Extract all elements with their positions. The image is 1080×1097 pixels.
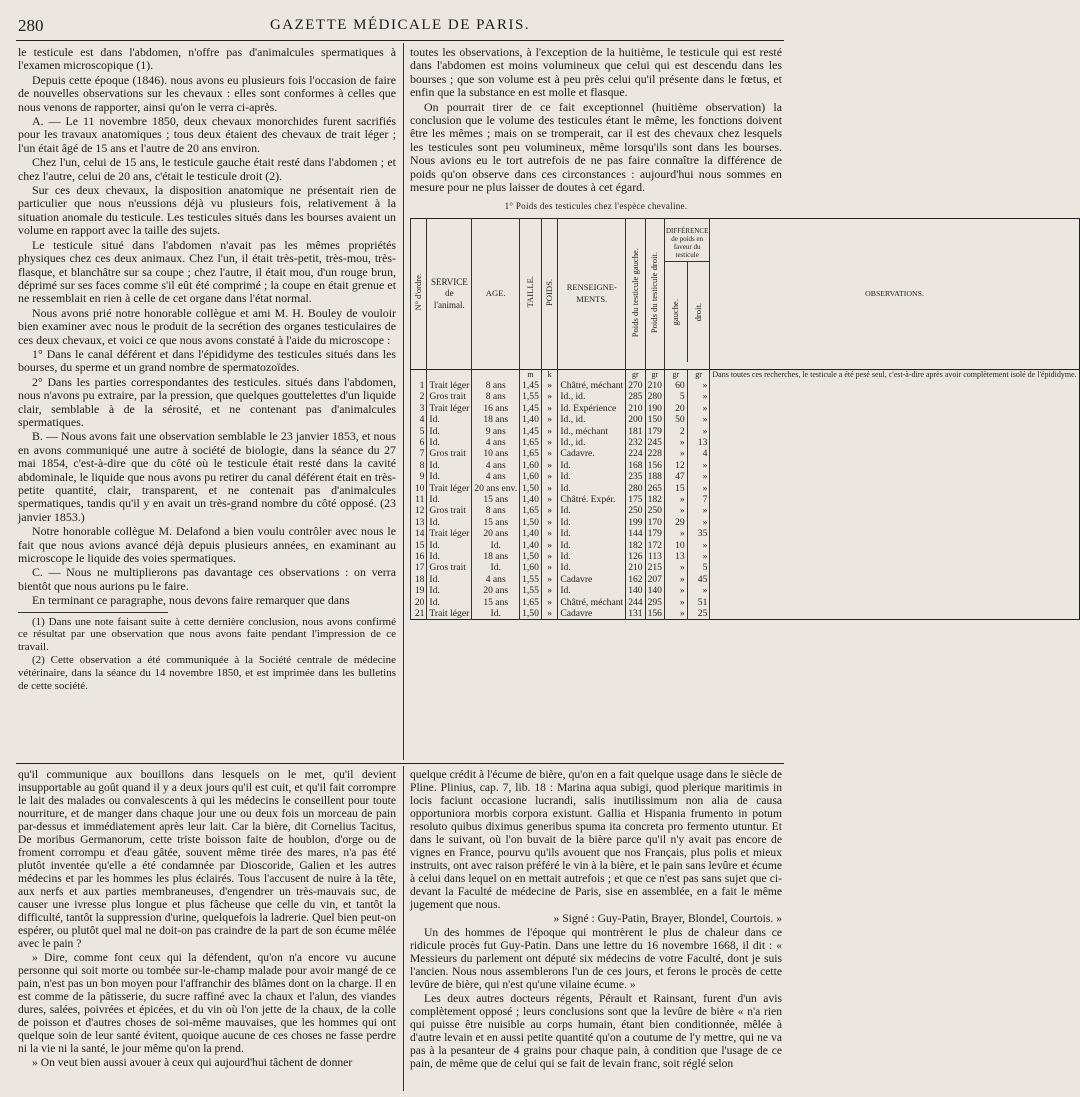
col-header-poids: POIDS. [543, 278, 554, 306]
cell-num: 21 [411, 608, 427, 620]
cell-droit: 228 [645, 448, 664, 459]
cell-renseignements: Châtré, méchant [558, 380, 626, 391]
unit-diff-gauche: gr [664, 369, 687, 380]
cell-num: 2 [411, 391, 427, 402]
paragraph: Sur ces deux chevaux, la disposition anatomique ne présentait rien de particulier que nous n'eussions déjà vu plusieurs fois, relativement à la situation anomale du testicule. Les testicules situés dans les bourses avaient un volume en rapport avec la taille des sujets. [18, 183, 396, 238]
header-rule [16, 40, 784, 41]
cell-service: Trait léger [427, 483, 472, 494]
unit-diff-droit: gr [687, 369, 710, 380]
col-header-observations: OBSERVATIONS. [710, 218, 1079, 369]
cell-diff-gauche: 50 [664, 414, 687, 425]
cell-service: Id. [427, 517, 472, 528]
cell-poids: » [541, 460, 557, 471]
paragraph: A. — Le 11 novembre 1850, deux chevaux monorchides furent sacrifiés pour les travaux anatomiques ; tous deux étaient des chevaux de trait léger ; l'un était âgé de 15 ans et l'autre de 20 ans environ. [18, 114, 396, 155]
cell-droit: 172 [645, 540, 664, 551]
paragraph: On pourrait tirer de ce fait exceptionnel (huitième observation) la conclusion que le volume des testicules étant le même, les fonctions doivent être les mêmes ; mais on se tromperait, car il est des chevaux chez lesquels les testicules sont peu volumineux, même lorsqu'ils sont dans les bourses. Nous avions eu le tort autrefois de ne pas faire connaître la différence de poids qu'on observe dans ces circonstances : aujourd'hui nous sommes en mesure pour ne plus laisser de doutes à cet égard. [410, 99, 782, 195]
cell-diff-gauche: » [664, 562, 687, 573]
cell-gauche: 235 [626, 471, 645, 482]
cell-num: 7 [411, 448, 427, 459]
cell-service: Id. [427, 551, 472, 562]
cell-age: 20 ans env. [472, 483, 520, 494]
unit-gauche: gr [626, 369, 645, 380]
cell-num: 14 [411, 528, 427, 539]
cell-age: 18 ans [472, 551, 520, 562]
cell-service: Gros trait [427, 448, 472, 459]
bottom-left-column [18, 768, 396, 1070]
paragraph: Chez l'un, celui de 15 ans, le testicule gauche était resté dans l'abdomen ; et chez l'autre, celui de 20 ans, c'était le testicule droit (2). [18, 155, 396, 183]
cell-renseignements: Cadavre. [558, 448, 626, 459]
cell-gauche: 162 [626, 574, 645, 585]
unit-droit: gr [645, 369, 664, 380]
cell-gauche: 250 [626, 505, 645, 516]
cell-diff-droit: 13 [687, 437, 710, 448]
col-header-gauche: Poids du testicule gauche. [629, 247, 640, 337]
cell-gauche: 131 [626, 608, 645, 620]
cell-service: Id. [427, 460, 472, 471]
paragraph: En terminant ce paragraphe, nous devons faire remarquer que dans [32, 593, 350, 608]
cell-diff-gauche: 5 [664, 391, 687, 402]
cell-droit: 113 [645, 551, 664, 562]
cell-gauche: 175 [626, 494, 645, 505]
cell-num: 3 [411, 403, 427, 414]
cell-droit: 182 [645, 494, 664, 505]
col-header-service: SERVICE de l'animal. [427, 218, 472, 369]
column-separator-bottom [403, 766, 404, 1091]
cell-poids: » [541, 494, 557, 505]
cell-taille: 1,45 [520, 403, 542, 414]
cell-diff-gauche: 47 [664, 471, 687, 482]
cell-poids: » [541, 448, 557, 459]
cell-diff-gauche: » [664, 528, 687, 539]
cell-diff-gauche: » [664, 574, 687, 585]
cell-diff-droit: » [687, 380, 710, 391]
paragraph: Notre honorable collègue M. Delafond a bien voulu contrôler avec nous le fait que nous avions avancé déjà depuis plusieurs années, en examinant au microscope le liquide des voies spermatiques. [18, 524, 396, 566]
cell-renseignements: Id. [558, 562, 626, 573]
cell-poids: » [541, 414, 557, 425]
cell-poids: » [541, 505, 557, 516]
cell-age: Id. [472, 608, 520, 620]
cell-poids: » [541, 403, 557, 414]
table-header-row [411, 218, 1080, 369]
cell-renseignements: Châtré. Expér. [558, 494, 626, 505]
footnote: (2) Cette observation a été communiquée à la Société centrale de médecine vétérinaire, dans la séance du 14 novembre 1850, et est imprimée dans les bulletins de cette société. [18, 654, 396, 692]
paragraph: Nous avons prié notre honorable collègue et ami M. H. Bouley de vouloir bien examiner avec nous le produit de la secrétion des organes testiculaires de ces deux chevaux, et voici ce que nous avons constaté à l'aide du microscope : [18, 305, 396, 347]
cell-diff-droit: 7 [687, 494, 710, 505]
cell-renseignements: Id. Expérience [558, 403, 626, 414]
cell-poids: » [541, 574, 557, 585]
cell-diff-droit: » [687, 391, 710, 402]
cell-gauche: 224 [626, 448, 645, 459]
cell-diff-droit: 35 [687, 528, 710, 539]
cell-service: Trait léger [427, 608, 472, 620]
cell-droit: 250 [645, 505, 664, 516]
cell-taille: 1,65 [520, 505, 542, 516]
col-header-diff-droit: droit. [692, 303, 703, 322]
cell-age: 8 ans [472, 505, 520, 516]
cell-service: Trait léger [427, 528, 472, 539]
cell-diff-droit: 45 [687, 574, 710, 585]
page-number: 280 [18, 16, 44, 35]
bottom-right-column [410, 768, 782, 1071]
cell-droit: 156 [645, 608, 664, 620]
cell-diff-droit: » [687, 403, 710, 414]
cell-service: Id. [427, 437, 472, 448]
left-column [18, 46, 396, 693]
cell-poids: » [541, 585, 557, 596]
cell-num: 5 [411, 426, 427, 437]
paragraph: Les deux autres docteurs régents, Pérault et Rainsant, furent d'un avis complètement opposé ; leurs conclusions sont que la levûre de bière « n'a rien qui puisse être nuisible au corps humain, étant bien conditionnée, mêlée à d'autre levain et en aussi petite quantité qu'on a coutume de l'y mettre, qui ne va pas à la pesanteur de 4 grains pour chaque pain, à condition que l'usage de ce pain, de même que de celui qui se fait de levain franc, soit réglé selon [410, 992, 782, 1070]
cell-service: Id. [427, 426, 472, 437]
cell-taille: 1,65 [520, 597, 542, 608]
cell-droit: 190 [645, 403, 664, 414]
page-header [16, 16, 784, 38]
table-title: 1° Poids des testicules chez l'espèce chevaline. [504, 201, 688, 212]
cell-diff-droit: » [687, 585, 710, 596]
cell-age: 18 ans [472, 414, 520, 425]
cell-diff-droit: 25 [687, 608, 710, 620]
cell-diff-gauche: » [664, 448, 687, 459]
cell-taille: 1,60 [520, 562, 542, 573]
cell-num: 9 [411, 471, 427, 482]
paragraph: qu'il communique aux bouillons dans lesquels on le met, qu'il devient insupportable au goût quand il y a deux jours qu'il est cuit, et qu'il fait corrompre le lait des malades ou convalescents à qui les médecins le conseillent pour toute nourriture, et de manger dans chaque jour une ou deux fois un morceau de pain par-dessus et immédiatement après leur lait. Car la bière, dit Cornelius Tacitus, De moribus Germanorum, cette triste boisson faite de houblon, d'orge ou de froment corrompu et d'eau gâtée, souvent même tirée des mares, n'a pas été plutôt inventée qu'elle a été condamnée par Dioscoride, Galien et les autres médecins et par les hommes les plus éclairés. Tous l'accusent de nuire à la tête, aux nerfs et aux parties membraneuses, d'engendrer un très-mauvais suc, de causer une ivresse plus longue et plus fâcheuse que celle du vin, et tantôt la difficulté, tantôt la suppression d'urine, quelquefois la ladrerie. Quel bien peut-on espérer, ou plutôt quel mal ne doit-on pas craindre de la part de son écume mêlée avec le pain ? [18, 768, 396, 950]
cell-gauche: 200 [626, 414, 645, 425]
cell-num: 20 [411, 597, 427, 608]
cell-droit: 156 [645, 460, 664, 471]
cell-taille: 1,65 [520, 437, 542, 448]
cell-num: 10 [411, 483, 427, 494]
cell-diff-droit: » [687, 551, 710, 562]
cell-gauche: 232 [626, 437, 645, 448]
cell-diff-gauche: » [664, 437, 687, 448]
cell-age: 4 ans [472, 437, 520, 448]
cell-poids: » [541, 471, 557, 482]
cell-renseignements: Id., méchant [558, 426, 626, 437]
cell-droit: 179 [645, 528, 664, 539]
cell-age: 9 ans [472, 426, 520, 437]
paragraph: » On veut bien aussi avouer à ceux qui aujourd'hui tâchent de donner [32, 1056, 353, 1069]
cell-age: Id. [472, 562, 520, 573]
cell-age: 4 ans [472, 460, 520, 471]
cell-service: Id. [427, 540, 472, 551]
cell-droit: 170 [645, 517, 664, 528]
paragraph: B. — Nous avons fait une observation semblable le 23 janvier 1853, et nous en avons communiqué une autre à société de biologie, dans la séance du 27 mai 1854, c'est-à-dire que du côté où le testicule était resté dans la cavité abdominale, le liquide que nous avons pu retirer du canal déférent était en très-petite quantité, clair, transparent, et ne contenait pas d'animalcules spermatiques, tandis qu'il y en avait un très-grand nombre du côté opposé. (23 janvier 1853.) [18, 429, 396, 524]
cell-service: Gros trait [427, 562, 472, 573]
cell-renseignements: Châtré, méchant [558, 597, 626, 608]
cell-diff-gauche: » [664, 597, 687, 608]
cell-droit: 140 [645, 585, 664, 596]
cell-renseignements: Id. [558, 517, 626, 528]
cell-poids: » [541, 517, 557, 528]
units-row [411, 369, 1080, 380]
cell-service: Id. [427, 471, 472, 482]
cell-service: Trait léger [427, 380, 472, 391]
cell-num: 11 [411, 494, 427, 505]
page-title: GAZETTE MÉDICALE DE PARIS. [269, 17, 531, 33]
cell-service: Trait léger [427, 403, 472, 414]
cell-num: 8 [411, 460, 427, 471]
cell-age: 15 ans [472, 597, 520, 608]
cell-droit: 215 [645, 562, 664, 573]
cell-droit: 210 [645, 380, 664, 391]
cell-droit: 245 [645, 437, 664, 448]
paragraph: toutes les observations, à l'exception de la huitième, le testicule qui est resté dans l'abdomen est moins volumineux que celui qui est descendu dans les bourses ; que son volume est à peu près celui qu'il présente dans le fœtus, et enfin que la substance en est molle et flasque. [410, 45, 782, 100]
cell-taille: 1,60 [520, 460, 542, 471]
testicle-weight-table [410, 218, 1080, 621]
cell-age: 10 ans [472, 448, 520, 459]
cell-num: 19 [411, 585, 427, 596]
cell-age: 20 ans [472, 528, 520, 539]
cell-diff-gauche: 2 [664, 426, 687, 437]
cell-taille: 1,40 [520, 528, 542, 539]
cell-diff-gauche: 13 [664, 551, 687, 562]
cell-service: Id. [427, 574, 472, 585]
cell-diff-gauche: 12 [664, 460, 687, 471]
cell-poids: » [541, 380, 557, 391]
cell-renseignements: Cadavre [558, 574, 626, 585]
cell-renseignements: Id., id. [558, 437, 626, 448]
cell-diff-droit: » [687, 460, 710, 471]
cell-poids: » [541, 608, 557, 620]
cell-taille: 1,50 [520, 483, 542, 494]
cell-diff-droit: » [687, 426, 710, 437]
cell-num: 17 [411, 562, 427, 573]
cell-taille: 1,55 [520, 585, 542, 596]
cell-taille: 1,50 [520, 551, 542, 562]
col-header-renseignements: RENSEIGNE-MENTS. [558, 218, 626, 369]
cell-diff-droit: 4 [687, 448, 710, 459]
cell-diff-droit: 5 [687, 562, 710, 573]
cell-renseignements: Cadavre [558, 608, 626, 620]
cell-service: Gros trait [427, 391, 472, 402]
cell-gauche: 140 [626, 585, 645, 596]
cell-age: 15 ans [472, 494, 520, 505]
cell-diff-droit: » [687, 517, 710, 528]
cell-age: 4 ans [472, 471, 520, 482]
cell-age: 8 ans [472, 391, 520, 402]
cell-num: 6 [411, 437, 427, 448]
cell-taille: 1,40 [520, 414, 542, 425]
paragraph: Le testicule situé dans l'abdomen n'avait pas les mêmes propriétés physiques chez ces deux animaux. Chez l'un, il était très-petit, très-mou, très-flasque, et blanchâtre sur sa coupe ; chez l'autre, il était mou, d'un rouge brun, déprimé sur ses faces comme s'il eût été comprimé ; la coupe en était grenue et ne ressemblait en rien à celle de cet organe dans l'état normal. [18, 237, 396, 306]
paragraph: Un des hommes de l'époque qui montrèrent le plus de chaleur dans ce ridicule procès fut Guy-Patin. Dans une lettre du 16 novembre 1668, il dit : « Messieurs du parlement ont député six médecins de votre Faculté, dont je suis l'ancien. Nous nous assemblerons l'un de ces jours, et ferons le procès de cette levûre de bière, qui n'est qu'une vilaine écume. » [410, 926, 782, 991]
cell-taille: 1,40 [520, 494, 542, 505]
col-header-taille: TAILLE. [524, 276, 535, 308]
cell-gauche: 126 [626, 551, 645, 562]
cell-taille: 1,40 [520, 540, 542, 551]
cell-age: 4 ans [472, 574, 520, 585]
paragraph: » Dire, comme font ceux qui la défendent, qu'on n'a encore vu aucune personne qui soit morte ou tombée sur-le-champ malade pour avoir mangé de ce pain, n'est pas un bon moyen pour l'affranchir des blâmes dont on la charge. Il en est comme de la pâtisserie, du sucre raffiné avec la chaux et l'alun, des viandes dures, salées, poivrées et épicées, et du vin où l'on jette de la chaux, de la colle de poisson et d'autres choses de soi-même mauvaises, que les hommes qui ont quelque soin de leur santé évitent, quoique aucune de ces choses ne fasse perdre ni la vie ni la santé, le jour même qu'on la prend. [18, 951, 396, 1055]
cell-droit: 188 [645, 471, 664, 482]
paragraph: Depuis cette époque (1846). nous avons eu plusieurs fois l'occasion de faire de nouvelles observations sur les chevaux : elles sont conformes à celles que nous venons de rapporter, ainsi qu'on le verra ci-après. [18, 72, 396, 114]
cell-diff-gauche: 10 [664, 540, 687, 551]
cell-droit: 295 [645, 597, 664, 608]
cell-num: 4 [411, 414, 427, 425]
cell-taille: 1,50 [520, 608, 542, 620]
col-header-droit: Poids du testicule droit. [649, 251, 660, 333]
cell-poids: » [541, 426, 557, 437]
cell-num: 13 [411, 517, 427, 528]
cell-gauche: 181 [626, 426, 645, 437]
observations-note: Dans toutes ces recherches, le testicule a été pesé seul, c'est-à-dire après avoir complètement isolé de l'épididyme. [710, 369, 1079, 620]
cell-gauche: 210 [626, 403, 645, 414]
footnote-rule [18, 612, 168, 613]
cell-diff-gauche: » [664, 494, 687, 505]
cell-num: 12 [411, 505, 427, 516]
cell-age: 15 ans [472, 517, 520, 528]
cell-gauche: 168 [626, 460, 645, 471]
cell-diff-gauche: 20 [664, 403, 687, 414]
cell-taille: 1,55 [520, 391, 542, 402]
cell-taille: 1,55 [520, 574, 542, 585]
col-header-num: N° d'ordre. [413, 273, 423, 311]
cell-renseignements: Id., id. [558, 414, 626, 425]
cell-poids: » [541, 551, 557, 562]
cell-poids: » [541, 528, 557, 539]
cell-service: Id. [427, 585, 472, 596]
cell-poids: » [541, 391, 557, 402]
paragraph: 2° Dans les parties correspondantes des testicules. situés dans l'abdomen, nous n'avons pu extraire, par la pression, que quelques gouttelettes d'un liquide clair, semblable à de la sérosité, et ne contenant pas d'animalcules spermatiques. [18, 374, 396, 429]
cell-gauche: 199 [626, 517, 645, 528]
signature-line: » Signé : Guy-Patin, Brayer, Blondel, Courtois. » [553, 912, 782, 925]
cell-gauche: 144 [626, 528, 645, 539]
unit-poids: k [541, 369, 557, 380]
cell-taille: 1,45 [520, 380, 542, 391]
paragraph: 1° Dans le canal déférent et dans l'épididyme des testicules situés dans les bourses, du sperme et un grand nombre de spermatozoïdes. [18, 346, 396, 375]
right-column [410, 45, 1077, 620]
cell-renseignements: Id. [558, 585, 626, 596]
cell-diff-droit: » [687, 483, 710, 494]
cell-diff-droit: 51 [687, 597, 710, 608]
cell-gauche: 182 [626, 540, 645, 551]
paragraph: quelque crédit à l'écume de bière, qu'on en a fait quelque usage dans le siècle de Pline. Plinius, cap. 7, lib. 18 : Marina aqua subigi, quod plerique maritimis in locis faciunt occasione lucrandi, salis inutilissimum non alia de causa opportuniora morbis corpora existunt. Gallia et Hispania frumento in potum resoluto quibus diximus generibus spuma ita concreta pro fermento utuntur. Et dans le suivant, où l'on buvait de la bière parce qu'il n'y avait pas encore de vignes en France, pourvu qu'ils avouent que nos Français, plus polis et mieux instruits, ont avec raison préféré le vin à la bière, et le pain sans levûre et écume à celui dans lequel on en mettait autrefois ; et que ce n'est pas sans sujet que ci-devant la Faculté de médecine de Paris, sise en assemblée, en a fait le même jugement que nous. [410, 768, 782, 911]
cell-droit: 265 [645, 483, 664, 494]
cell-diff-gauche: 60 [664, 380, 687, 391]
cell-num: 18 [411, 574, 427, 585]
section-rule [16, 763, 784, 764]
cell-renseignements: Id. [558, 540, 626, 551]
col-header-difference: DIFFÉRENCE de poids en faveur du testicule [665, 225, 709, 262]
cell-diff-droit: » [687, 540, 710, 551]
cell-renseignements: Id., id. [558, 391, 626, 402]
cell-diff-gauche: » [664, 505, 687, 516]
cell-service: Id. [427, 597, 472, 608]
cell-gauche: 285 [626, 391, 645, 402]
cell-num: 15 [411, 540, 427, 551]
footnote: (1) Dans une note faisant suite à cette dernière conclusion, nous avons confirmé ce résultat par une observation que nous avons faite pendant l'impression de ce travail. [18, 615, 396, 653]
cell-service: Gros trait [427, 505, 472, 516]
column-separator-top [403, 43, 404, 760]
cell-service: Id. [427, 414, 472, 425]
cell-renseignements: Id. [558, 460, 626, 471]
col-header-age: AGE. [472, 218, 520, 369]
cell-num: 16 [411, 551, 427, 562]
cell-diff-gauche: » [664, 585, 687, 596]
cell-diff-droit: » [687, 414, 710, 425]
cell-age: 8 ans [472, 380, 520, 391]
cell-renseignements: Id. [558, 471, 626, 482]
unit-taille: m [520, 369, 542, 380]
cell-droit: 207 [645, 574, 664, 585]
cell-poids: » [541, 483, 557, 494]
cell-taille: 1,50 [520, 517, 542, 528]
cell-gauche: 270 [626, 380, 645, 391]
cell-age: 20 ans [472, 585, 520, 596]
cell-poids: » [541, 540, 557, 551]
cell-taille: 1,45 [520, 426, 542, 437]
cell-diff-gauche: » [664, 608, 687, 620]
cell-gauche: 210 [626, 562, 645, 573]
cell-renseignements: Id. [558, 505, 626, 516]
cell-poids: » [541, 597, 557, 608]
cell-age: Id. [472, 540, 520, 551]
cell-poids: » [541, 562, 557, 573]
cell-num: 1 [411, 380, 427, 391]
col-header-diff-gauche: gauche. [670, 299, 681, 326]
cell-diff-droit: » [687, 505, 710, 516]
cell-service: Id. [427, 494, 472, 505]
cell-diff-gauche: 29 [664, 517, 687, 528]
cell-taille: 1,60 [520, 471, 542, 482]
cell-renseignements: Id. [558, 483, 626, 494]
cell-droit: 150 [645, 414, 664, 425]
cell-diff-droit: » [687, 471, 710, 482]
cell-poids: » [541, 437, 557, 448]
cell-gauche: 280 [626, 483, 645, 494]
cell-taille: 1,65 [520, 448, 542, 459]
cell-renseignements: Id. [558, 528, 626, 539]
paragraph: le testicule est dans l'abdomen, n'offre pas d'animalcules spermatiques à l'examen microscopique (1). [18, 45, 396, 73]
cell-renseignements: Id. [558, 551, 626, 562]
cell-age: 16 ans [472, 403, 520, 414]
cell-droit: 179 [645, 426, 664, 437]
cell-gauche: 244 [626, 597, 645, 608]
cell-diff-gauche: 15 [664, 483, 687, 494]
paragraph: C. — Nous ne multiplierons pas davantage ces observations : on verra bientôt que nous aurions pu le faire. [18, 565, 396, 593]
cell-droit: 280 [645, 391, 664, 402]
